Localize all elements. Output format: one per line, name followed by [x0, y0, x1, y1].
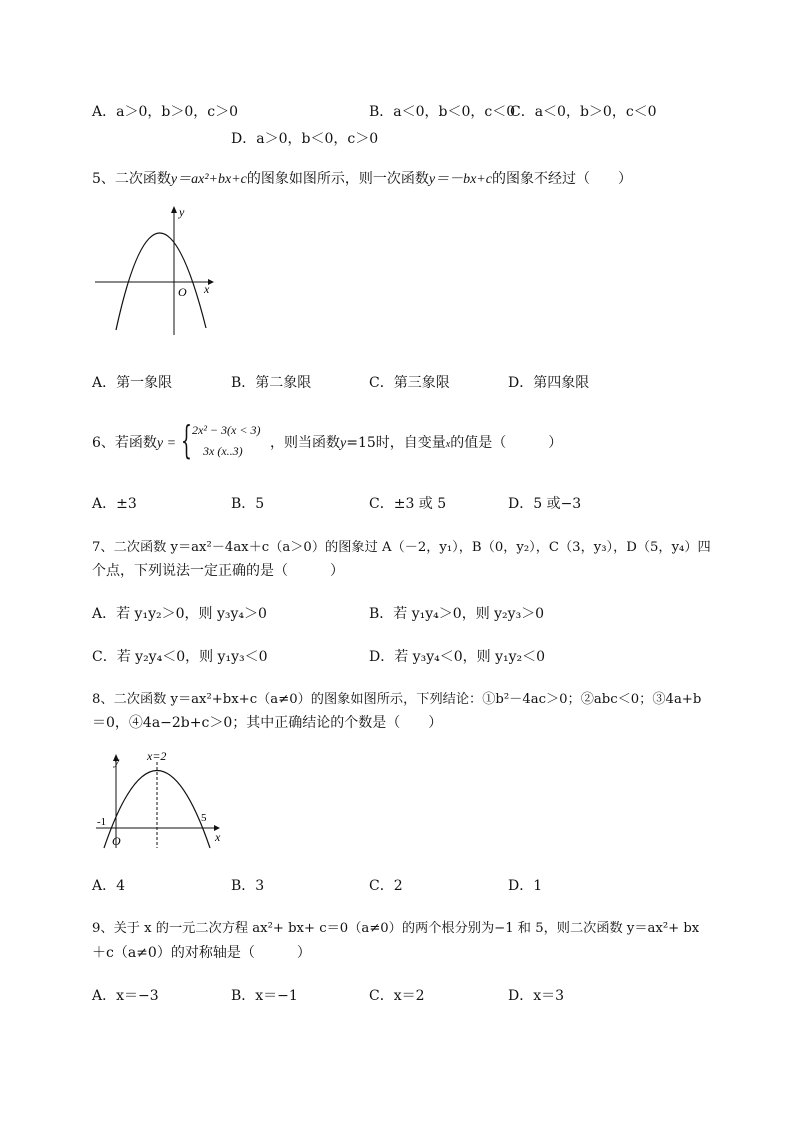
q5-stem: [92, 168, 632, 188]
q5-parabola-graph: [90, 200, 220, 335]
q8-x-label: x: [215, 830, 221, 844]
q6-stem-text-4: 的值是（ ）: [450, 435, 563, 451]
q4-option-a[interactable]: A．a＞0，b＞0，c＞0: [92, 104, 238, 120]
q8-stem-line-1: 8、二次函数 y＝ax²+bx+c（a≠0）的图象如图所示，下列结论：①b²－4ac＞0；②abc＜0；③4a+b: [92, 692, 702, 707]
q7-stem-line-2: 个点，下列说法一定正确的是（ ）: [92, 563, 344, 579]
q6-piecewise-brace: {: [181, 418, 192, 462]
q9-option-d[interactable]: D．x＝3: [508, 988, 565, 1004]
q8-option-d[interactable]: D．1: [508, 878, 543, 894]
q8-option-c[interactable]: C．2: [369, 878, 403, 894]
q5-option-c[interactable]: C．第三象限: [369, 375, 450, 391]
q5-option-d[interactable]: D．第四象限: [508, 375, 590, 391]
q8-y-label: y: [114, 754, 120, 768]
q6-option-b[interactable]: B．5: [231, 496, 265, 512]
q9-option-c[interactable]: C．x＝2: [369, 988, 425, 1004]
q6-function-variable: y =: [156, 436, 177, 451]
q5-origin-label: O: [178, 285, 187, 299]
q7-option-d[interactable]: D．若 y₃y₄＜0，则 y₁y₂＜0: [369, 649, 546, 665]
q5-parabola-curve: [116, 233, 206, 330]
q5-equation-linear: y＝－bx+c: [428, 172, 492, 187]
q5-number: 5、: [92, 171, 115, 187]
q5-stem-text-1: 二次函数: [114, 171, 171, 187]
q5-y-label: y: [179, 205, 185, 219]
q8-option-b[interactable]: B．3: [231, 878, 265, 894]
q5-option-b[interactable]: B．第二象限: [231, 375, 312, 391]
q5-stem-text-3: 的图象不经过（ ）: [491, 171, 632, 187]
q8-axis-of-symmetry-label: x=2: [147, 749, 167, 763]
q5-equation-quadratic: y＝ax²+bx+c: [170, 172, 247, 187]
q5-x-label: x: [204, 282, 210, 296]
q4-option-d[interactable]: D．a＞0，b＜0，c＞0: [231, 131, 379, 147]
q7-option-a[interactable]: A．若 y₁y₂＞0，则 y₃y₄＞0: [92, 606, 267, 622]
q6-stem-text-2: ，则当函数: [270, 435, 340, 451]
q8-parabola-graph: [92, 748, 232, 850]
q8-left-root-label: -1: [97, 816, 107, 828]
q6-stem-variable-x: x: [445, 439, 451, 450]
q4-option-c[interactable]: C．a＜0，b＞0，c＜0: [510, 104, 657, 120]
q8-stem-line-2: ＝0，④4a−2b+c＞0；其中正确结论的个数是（ ）: [92, 715, 443, 731]
q7-option-c[interactable]: C．若 y₂y₄＜0，则 y₁y₃＜0: [92, 649, 268, 665]
q6-stem-end: [270, 432, 562, 452]
q6-number: 6、: [92, 435, 115, 451]
q6-stem-start: [92, 432, 176, 452]
q6-piece-1: 2x² − 3(x < 3): [192, 423, 261, 437]
q5-stem-text-2: 的图象如图所示，则一次函数: [246, 171, 429, 187]
q5-option-a[interactable]: A．第一象限: [92, 375, 173, 391]
q7-option-b[interactable]: B．若 y₁y₄＞0，则 y₂y₃＞0: [369, 606, 545, 622]
q6-stem-text-3: =15时，自变量: [346, 435, 446, 451]
q9-stem-line-2: ＋c（a≠0）的对称轴是（ ）: [92, 945, 311, 961]
q6-option-c[interactable]: C．±3 或 5: [369, 496, 447, 512]
q9-option-a[interactable]: A．x＝−3: [92, 988, 159, 1004]
q5-y-axis-arrow: [171, 206, 177, 213]
q6-option-a[interactable]: A．±3: [92, 496, 137, 512]
q6-stem-text-1: 若函数: [114, 435, 157, 451]
q7-stem-line-1: 7、二次函数 y＝ax²－4ax＋c（a＞0）的图象过 A（－2，y₁），B（0，y₂），C（3，y₃），D（5，y₄）四: [92, 540, 711, 555]
q9-stem-line-1: 9、关于 x 的一元二次方程 ax²+ bx+ c＝0（a≠0）的两个根分别为−1 和 5，则二次函数 y＝ax²+ bx: [92, 921, 700, 936]
q9-option-b[interactable]: B．x＝−1: [231, 988, 298, 1004]
q4-option-b[interactable]: B．a＜0，b＜0，c＜0: [369, 104, 516, 120]
q8-origin-label: O: [112, 834, 121, 848]
q6-option-d[interactable]: D．5 或−3: [508, 496, 582, 512]
q6-piece-2: 3x (x..3): [203, 444, 243, 458]
q8-right-root-label: 5: [201, 812, 207, 824]
q6-stem-variable-y: y: [340, 436, 347, 451]
q8-option-a[interactable]: A．4: [92, 878, 126, 894]
